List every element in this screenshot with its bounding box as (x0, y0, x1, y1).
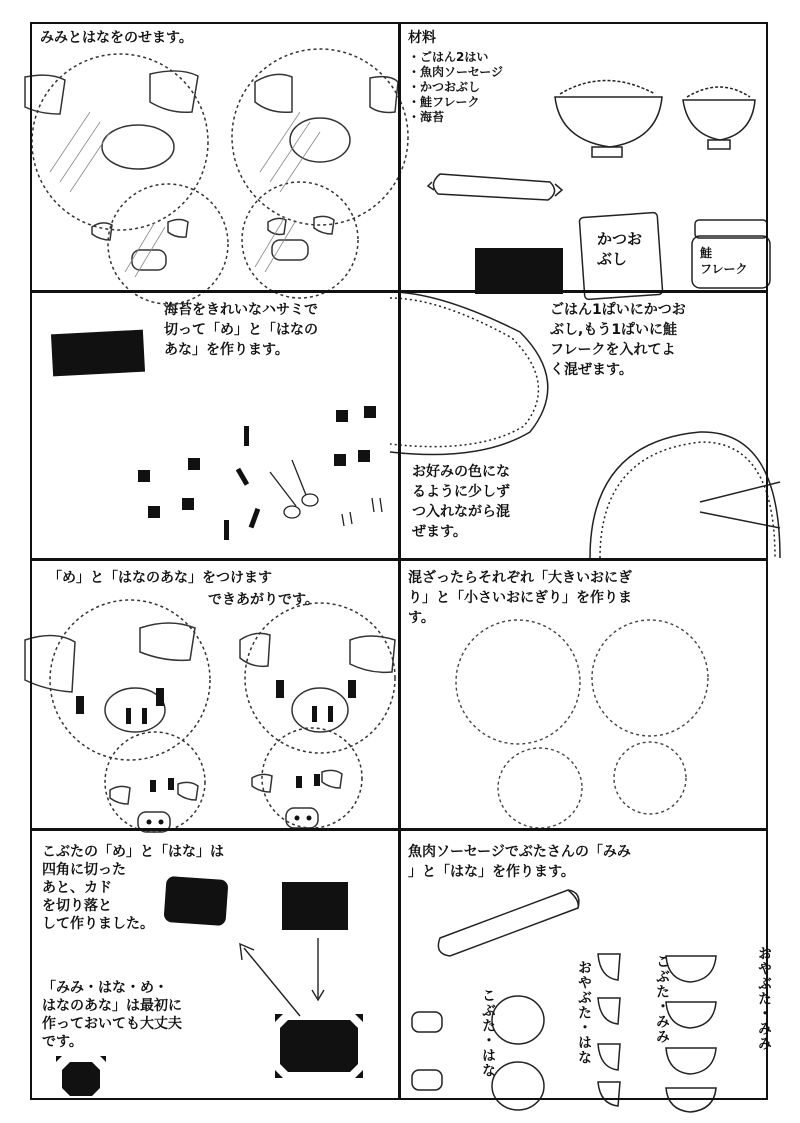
label-kobuta-mimi: こぶた・みみ (654, 954, 670, 1044)
label-kobuta-hana: こぶた・はな (480, 988, 496, 1078)
panel-7-line: を切り落と (42, 898, 112, 914)
bonito-label-2: ぶし (597, 250, 628, 268)
bonito-label-1: かつお (597, 230, 643, 248)
ingredient-item: ・ごはん2はい (408, 50, 489, 64)
panel-8-line: 魚肉ソーセージでぶたさんの「みみ (408, 844, 631, 860)
panel-7-line: こぶたの「め」と「はな」は (42, 844, 224, 860)
panel-4-note: るように少しず (412, 484, 510, 500)
panel-6-line: 混ざったらそれぞれ「大きいおにぎ (408, 570, 632, 586)
salmon-label-2: フレーク (700, 262, 748, 276)
panel-divider-horizontal (30, 828, 768, 831)
panel-6-line: り」と「小さいおにぎり」を作りま (408, 590, 632, 606)
recipe-page (30, 22, 772, 1100)
panel-divider-horizontal (30, 558, 768, 561)
panel-divider-horizontal (30, 290, 768, 293)
panel-divider-vertical (398, 22, 401, 1100)
ingredients-heading: 材料 (408, 30, 436, 46)
panel-4-line: フレークを入れてよ (550, 342, 676, 358)
panel-3-line: 海苔をきれいなハサミで (164, 302, 318, 318)
panel-4-line: く混ぜます。 (550, 362, 633, 378)
label-oyabuta-hana: おやぶた・はな (576, 960, 592, 1065)
panel-7-note: です。 (42, 1034, 83, 1050)
ingredient-item: ・鮭フレーク (408, 95, 480, 109)
ingredient-item: ・海苔 (408, 110, 445, 124)
panel-1-caption: みみとはなをのせます。 (40, 30, 193, 46)
panel-6-line: す。 (408, 610, 435, 626)
panel-7-line: あと、カド (42, 880, 112, 896)
panel-7-note: 「みみ・はな・め・ (42, 980, 168, 996)
panel-7-line: して作りました。 (42, 916, 154, 932)
salmon-label-1: 鮭 (700, 246, 713, 260)
panel-3-line: あな」を作ります。 (164, 342, 289, 358)
panel-7-note: はなのあな」は最初に (42, 998, 182, 1014)
panel-7-note: 作っておいても大丈夫 (42, 1016, 182, 1032)
panel-7-line: 四角に切った (42, 862, 126, 878)
ingredient-item: ・魚肉ソーセージ (408, 65, 504, 79)
ingredient-item: ・かつおぶし (408, 80, 481, 94)
panel-5-line-2: できあがりです。 (208, 592, 319, 608)
label-oyabuta-mimi: おやぶた・みみ (756, 946, 772, 1051)
panel-4-line: ぶし,もう1ぱいに鮭 (550, 322, 678, 338)
panel-4-note: つ入れながら混 (412, 504, 510, 520)
panel-4-note: お好みの色にな (412, 464, 510, 480)
panel-3-line: 切って「め」と「はなの (164, 322, 318, 338)
panel-8-line: 」と「はな」を作ります。 (408, 864, 575, 880)
panel-4-line: ごはん1ぱいにかつお (550, 302, 686, 318)
panel-4-note: ぜます。 (412, 524, 467, 540)
panel-5-line-1: 「め」と「はなのあな」をつけます (48, 570, 272, 586)
